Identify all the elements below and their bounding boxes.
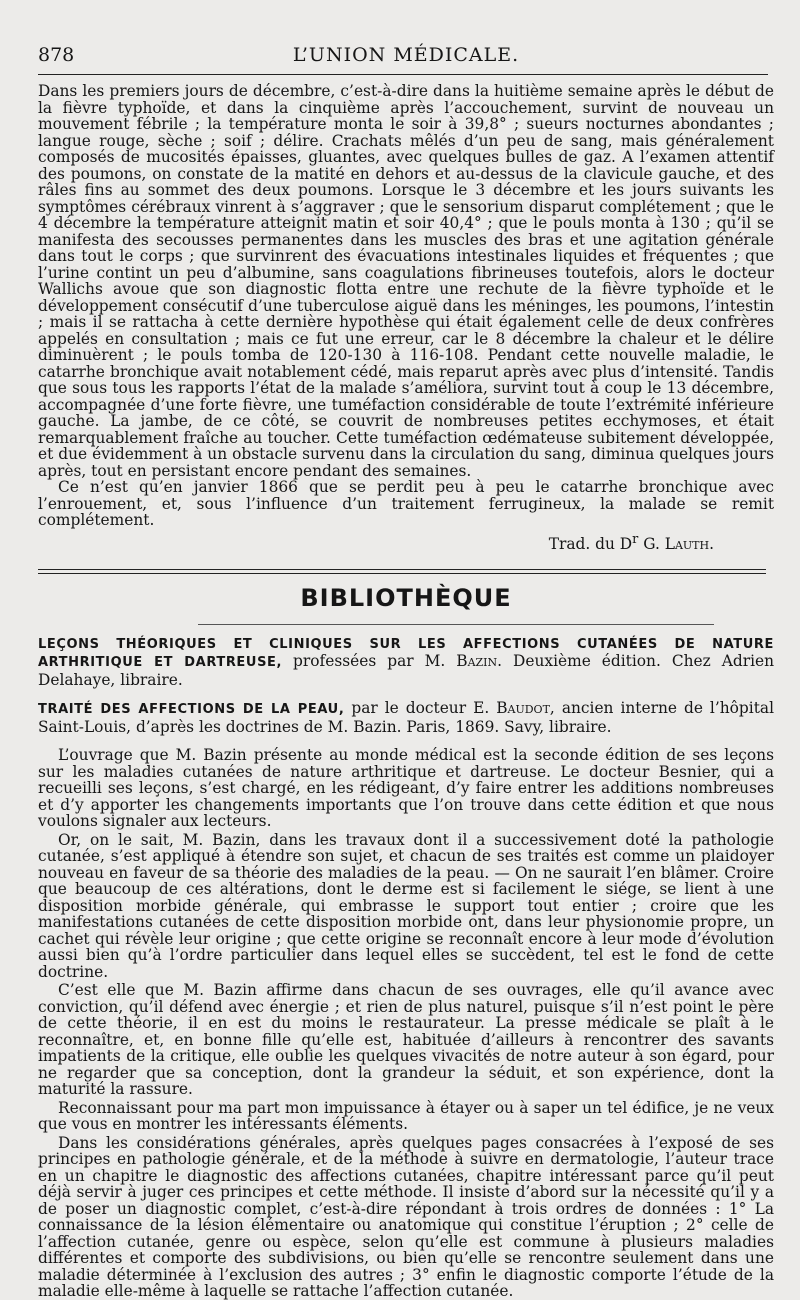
review-paragraph: Reconnaissant pour ma part mon impuissance à étayer ou à saper un tel édifice, je ne veux que vous en montrer les intéressants éléments.	[38, 1098, 774, 1134]
review-paragraph: L’ouvrage que M. Bazin présente au monde médical est la seconde édition de ses leçons sur les maladies cutanées de nature arthritique et dartreuse. Le docteur Besnier, qui a recueilli ses leçons, s’est chargé, en les rédigeant, d’y faire entrer les additions nombreuses et d’y apporter les changements importants que l’on trouve dans cette édition et que nous voulons signaler aux lecteurs.	[38, 746, 774, 831]
review-paragraph: Or, on le sait, M. Bazin, dans les travaux dont il a successivement doté la pathologie cutanée, s’est appliqué à étendre son sujet, et chacun de ses traités est comme un plaidoyer nouveau en faveur de sa théorie des maladies de la peau. — On ne saurait l’en blâmer. Croire que beaucoup de ces altérations, dont le derme est si facilement le siége, se lient à une disposition morbide générale, qui embrasse le support tout entier ; croire que les manifestations cutanées de cette disposition morbide ont, dans leur physionomie propre, un cachet qui révèle leur origine ; que cette origine se reconnaît encore à leur mode d’évolution aussi bien qu’à l’ordre particulier dans lequel elles se succèdent, tel est le fond de cette doctrine.	[38, 830, 774, 981]
running-head	[38, 44, 774, 74]
signature-prefix: Trad. du D	[548, 534, 633, 553]
book-details: . Deuxième édition. Chez Adrien Delahaye, libraire.	[38, 652, 775, 689]
book-review	[38, 747, 774, 1300]
section-divider	[38, 569, 766, 574]
book-details: professées par M.	[282, 652, 457, 671]
heading-rule	[198, 624, 714, 625]
case-paragraph: Dans les premiers jours de décembre, c’est-à-dire dans la huitième semaine après le début de la fièvre typhoïde, et dans la cinquième après l’accouchement, survint de nouveau un mouvement fébrile ; la température monta le soir à 39,8° ; sueurs nocturnes abondantes ; langue rouge, sèche ; soif ; délire. Crachats mêlés d’un peu de sang, mais généralement composés de mucosités épaisses, gluantes, avec quelques bulles de gaz. A l’examen attentif des poumons, on constate de la matité en dehors et au-dessus de la clavicule gauche, et des râles fins au sommet des deux poumons. Lorsque le 3 décembre et les jours suivants les symptômes cérébraux vinrent à s’aggraver ; que le sensorium disparut complétement ; que le 4 décembre la température atteignit matin et soir 40,4° ; que le pouls monta à 130 ; qu’il se manifesta des secousses permanentes dans les muscles des bras et une agitation générale dans tout le corps ; que survinrent des évacuations intestinales liquides et fréquentes ; que l’urine contint un peu d’albumine, sans coagulations fibrineuses toutefois, alors le docteur Wallichs avoue que son diagnostic flotta entre une rechute de la fièvre typhoïde et le développement consécutif d’une tuberculose aiguë dans les méninges, les poumons, l’intestin ; mais il se rattacha à cette dernière hypothèse qui était également celle de deux confrères appelés en consultation ; mais ce fut une erreur, car le 8 décembre la chaleur et le délire diminuèrent ; le pouls tomba de 120-130 à 116-108. Pendant cette nouvelle maladie, le catarrhe bronchique avait notablement cédé, mais reparut après avec plus d’intensité. Tandis que sous tous les rapports l’état de la malade s’améliora, survint tout à coup le 13 décembre, accompagnée d’une forte fièvre, une tuméfaction considérable de toute l’extrémité inférieure gauche. La jambe, de ce côté, se couvrit de nombreuses petites ecchymoses, et était remarquablement fraîche au toucher. Cette tuméfaction œdémateuse subitement développée, et due évidemment à un obstacle survenu dans la circulation du sang, diminua quelques jours après, tout en persistant encore pendant des semaines.	[38, 82, 774, 480]
book-author: Baudot	[496, 699, 550, 718]
book-details: par le docteur E.	[344, 699, 497, 718]
page-number: 878	[38, 44, 75, 66]
review-paragraph: Dans les considérations générales, après quelques pages consacrées à l’exposé de ses principes en pathologie générale, et de la méthode à suivre en dermatologie, l’auteur trace en un chapitre le diagnostic des affections cutanées, chapitre intéressant parce qu’il peut déjà servir à juger ces principes et cette méthode. Il insiste d’abord sur la nécessité qu’il y a de poser un diagnostic complet, c’est-à-dire répondant à trois ordres de données : 1° La connaissance de la lésion élémentaire ou anatomique qui constitue l’éruption ; 2° celle de l’affection cutanée, genre ou espèce, selon qu’elle est commune à plusieurs maladies différentes et comporte des subdivisions, ou bien qu’elle se rencontre seulement dans une maladie déterminée à l’exclusion des autres ; 3° enfin le diagnostic comporte l’étude de la maladie elle-même à laquelle se rattache l’affection cutanée.	[38, 1133, 774, 1300]
translator-signature	[38, 531, 774, 553]
book-entry	[38, 700, 774, 735]
book-author: Bazin	[456, 652, 498, 671]
book-title: LEÇONS THÉORIQUES ET CLINIQUES SUR LES AFFECTIONS CUTANÉES DE NATURE ARTHRITIQUE ET DARTREUSE,	[38, 636, 774, 671]
journal-title: L’UNION MÉDICALE.	[292, 44, 520, 66]
signature-superscript: r	[632, 531, 639, 547]
case-report	[38, 83, 774, 553]
signature-name: G. Lauth.	[643, 534, 714, 553]
review-paragraph: C’est elle que M. Bazin affirme dans chacun de ses ouvrages, elle qu’il avance avec conviction, qu’il défend avec énergie ; et rien de plus naturel, puisque s’il n’est point le père de cette théorie, il en est du moins le restaurateur. La presse médicale se plaît à le reconnaître, et, en bonne fille qu’elle est, habituée d’ailleurs à rencontrer des savants impatients de la critique, elle oublie les quelques vivacités de notre auteur à son égard, pour ne regarder que sa conception, dont la grandeur la séduit, et son expérience, dont la maturité la rassure.	[38, 981, 774, 1099]
book-entry	[38, 635, 774, 689]
section-heading: BIBLIOTHÈQUE	[300, 583, 512, 612]
book-title: TRAITÉ DES AFFECTIONS DE LA PEAU,	[38, 702, 345, 718]
book-details: , ancien interne de l’hôpital Saint-Louis, d’après les doctrines de M. Bazin. Paris, 1869. Savy, libraire.	[38, 699, 774, 736]
case-paragraph: Ce n’est qu’en janvier 1866 que se perdit peu à peu le catarrhe bronchique avec l’enrouement, et, sous l’influence d’un traitement ferrugineux, la malade se remit complétement.	[38, 478, 774, 529]
header-rule	[38, 74, 768, 75]
